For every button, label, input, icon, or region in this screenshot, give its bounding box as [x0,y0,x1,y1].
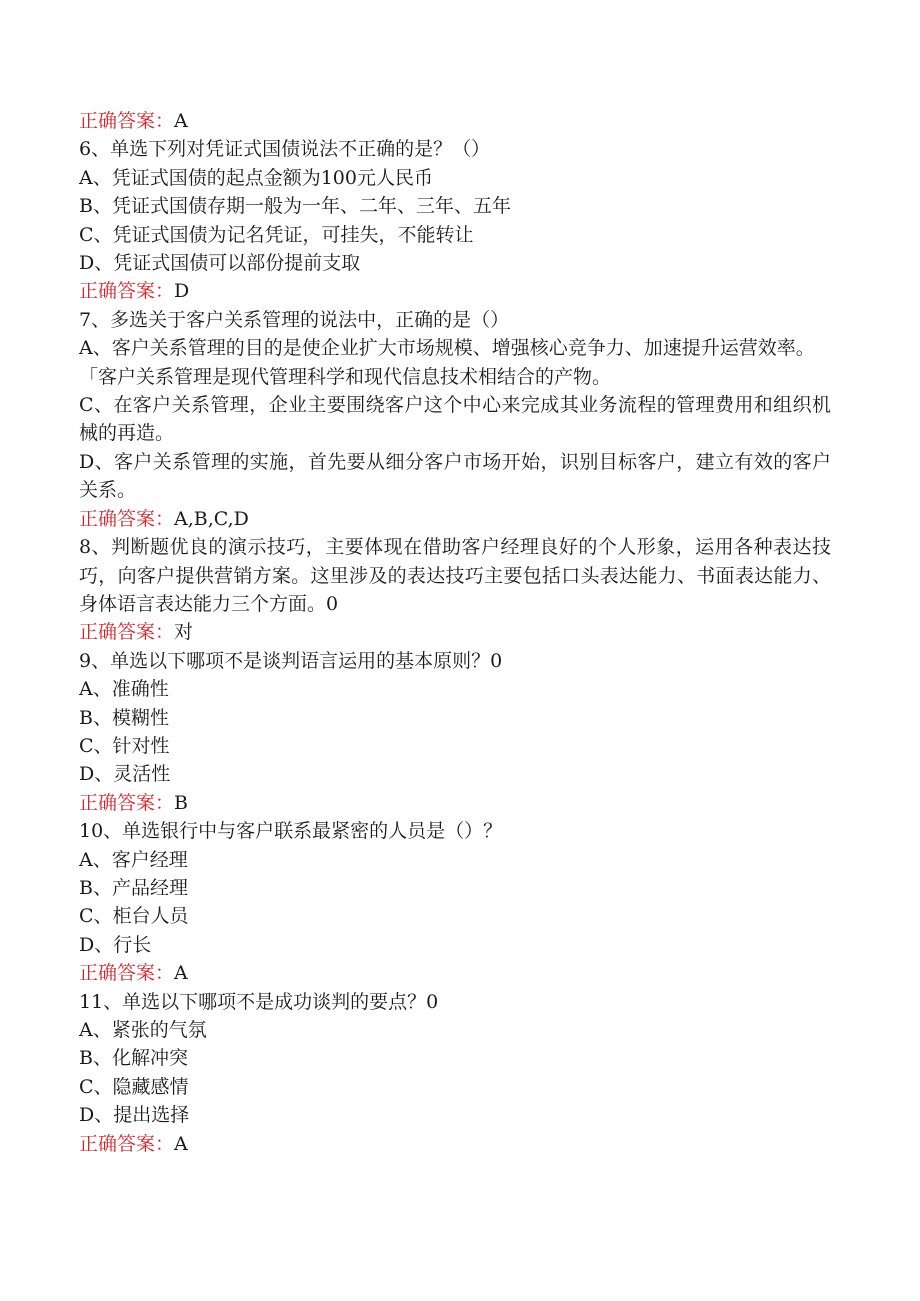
option: C、凭证式国债为记名凭证，可挂失，不能转让 [79,223,474,246]
option: C、隐藏感情 [79,1075,189,1098]
option: B、化解冲突 [79,1047,188,1070]
option: A、客户关系管理的目的是使企业扩大市场规模、增强核心竞争力、加速提升运营效率。 [79,337,815,360]
answer-line [79,277,831,305]
question-stem: 7、多选关于客户关系管理的说法中，正确的是（） [79,308,510,331]
answer-label: 正确答案： [79,791,175,814]
answer-value: D [174,280,190,303]
answer-line [79,505,831,533]
question-7 [79,306,831,533]
option: D、行长 [79,933,152,956]
option: A、紧张的气氛 [79,1019,207,1041]
option: D、灵活性 [79,763,171,786]
question-stem: 10、单选银行中与客户联系最紧密的人员是（）？ [79,820,503,843]
answer-line [79,107,831,135]
option: B、产品经理 [79,876,188,899]
answer-label: 正确答案： [79,621,175,644]
answer-label: 正确答案： [79,280,175,303]
question-stem: 9、单选以下哪项不是谈判语言运用的基本原则？0 [79,649,503,672]
option: C、针对性 [79,734,170,757]
option: B、模糊性 [79,706,169,729]
option: C、在客户关系管理，企业主要围绕客户这个中心来完成其业务流程的管理费用和组织机械的再造。 [79,394,831,445]
answer-value: B [174,791,188,814]
option: C、柜台人员 [79,905,189,928]
answer-line [79,959,831,987]
option: A、准确性 [79,678,169,701]
answer-line [79,789,831,817]
answer-label: 正确答案： [79,1132,175,1155]
answer-value: A,B,C,D [174,507,249,530]
option: A、凭证式国债的起点金额为100元人民币 [79,166,433,189]
option: A、客户经理 [79,848,188,871]
question-6 [79,135,831,305]
question-9 [79,647,831,817]
answer-line [79,1130,831,1158]
answer-value: 对 [174,621,194,644]
option: 「客户关系管理是现代管理科学和现代信息技术相结合的产物。 [79,365,612,388]
question-stem: 11、单选以下哪项不是成功谈判的要点？0 [79,990,439,1013]
answer-label: 正确答案： [79,962,175,985]
question-10 [79,817,831,987]
answer-value: A [174,110,188,132]
question-stem: 8、判断题优良的演示技巧，主要体现在借助客户经理良好的个人形象，运用各种表达技巧，向客户提供营销方案。这里涉及的表达技巧主要包括口头表达能力、书面表达能力、身体语言表达能力三个方面。0 [79,536,831,615]
option: D、凭证式国债可以部份提前支取 [79,252,361,275]
answer-label: 正确答案： [79,110,175,132]
answer-value: A [174,1132,188,1155]
option: D、提出选择 [79,1104,190,1127]
document-page [79,107,831,1158]
question-stem: 6、单选下列对凭证式国债说法不正确的是？（） [79,138,491,161]
option: B、凭证式国债存期一般为一年、二年、三年、五年 [79,195,511,218]
question-8 [79,533,831,647]
option: D、客户关系管理的实施，首先要从细分客户市场开始，识别目标客户，建立有效的客户关系。 [79,450,831,502]
answer-value: A [174,962,188,985]
question-11 [79,988,831,1158]
answer-line [79,618,831,646]
answer-label: 正确答案： [79,507,175,530]
